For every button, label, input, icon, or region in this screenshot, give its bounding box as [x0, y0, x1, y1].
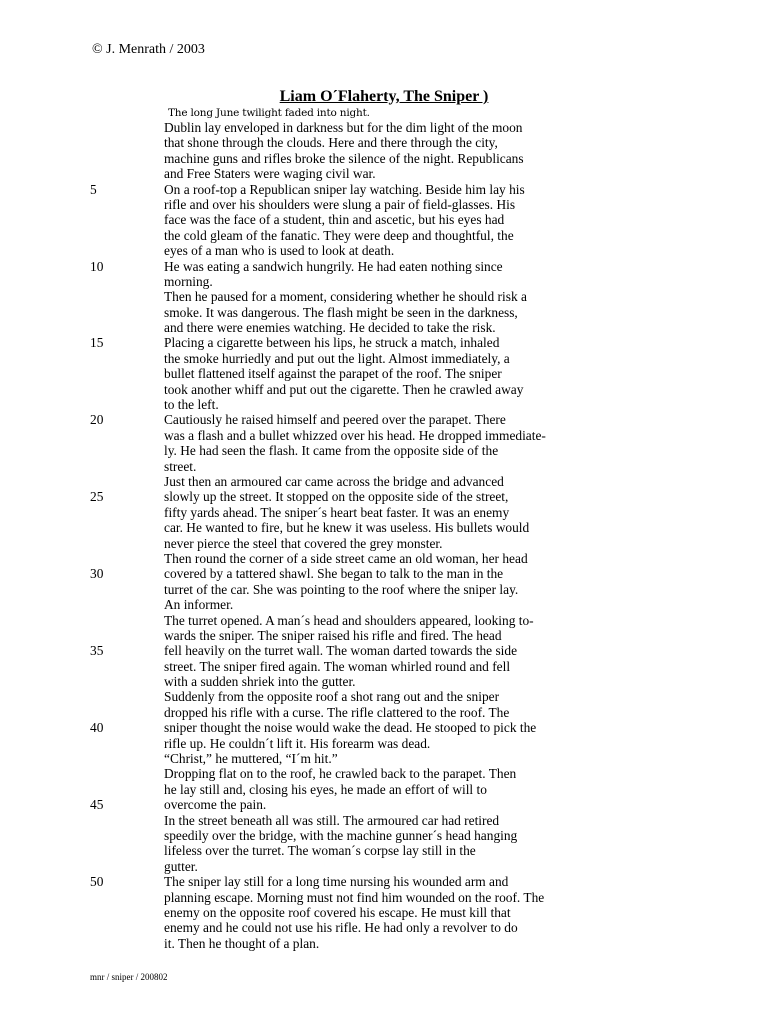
text-line	[0, 428, 768, 443]
text-line	[0, 582, 768, 597]
text-line	[0, 828, 768, 843]
line-text: rifle up. He couldn´t lift it. His forearm was dead.	[164, 735, 431, 751]
line-text: Placing a cigarette between his lips, he struck a match, inhaled	[164, 335, 500, 351]
line-number: 35	[90, 643, 104, 659]
text-line	[0, 813, 768, 828]
line-text: took another whiff and put out the cigarette. Then he crawled away	[164, 381, 524, 397]
text-line	[0, 135, 768, 150]
text-line	[0, 505, 768, 520]
text-line	[0, 212, 768, 227]
line-number: 45	[90, 797, 104, 813]
text-line	[0, 197, 768, 212]
text-line	[0, 720, 768, 735]
line-text: never pierce the steel that covered the grey monster.	[164, 535, 443, 551]
line-text: with a sudden shriek into the gutter.	[164, 674, 356, 690]
text-line	[0, 905, 768, 920]
line-text: planning escape. Morning must not find him wounded on the roof. The	[164, 889, 545, 905]
text-line	[0, 643, 768, 658]
text-line	[0, 474, 768, 489]
text-line	[0, 659, 768, 674]
line-number: 15	[90, 335, 104, 351]
line-text: The turret opened. A man´s head and shoulders appeared, looking to-	[164, 612, 534, 628]
line-text: sniper thought the noise would wake the dead. He stooped to pick the	[164, 720, 537, 736]
line-text: lifeless over the turret. The woman´s corpse lay still in the	[164, 843, 476, 859]
text-line	[0, 382, 768, 397]
line-text: it. Then he thought of a plan.	[164, 935, 320, 951]
text-line	[0, 890, 768, 905]
text-line	[0, 228, 768, 243]
text-line	[0, 335, 768, 350]
text-line	[0, 766, 768, 781]
text-line	[0, 874, 768, 889]
line-text: An informer.	[164, 597, 234, 613]
line-text: Dublin lay enveloped in darkness but for the dim light of the moon	[164, 120, 523, 135]
text-line	[0, 628, 768, 643]
text-line	[0, 859, 768, 874]
line-number: 5	[90, 181, 97, 197]
text-line	[0, 259, 768, 274]
text-line	[0, 843, 768, 858]
text-line	[0, 289, 768, 304]
line-text: “Christ,” he muttered, “I´m hit.”	[164, 751, 338, 767]
line-text: bullet flattened itself against the parapet of the roof. The sniper	[164, 366, 502, 382]
line-number: 40	[90, 720, 104, 736]
line-text: dropped his rifle with a curse. The rifle clattered to the roof. The	[164, 704, 510, 720]
text-line	[0, 797, 768, 812]
line-text: was a flash and a bullet whizzed over his head. He dropped immediate-	[164, 427, 546, 443]
line-text: that shone through the clouds. Here and there through the city,	[164, 135, 498, 151]
subtitle-line: The long June twilight faded into night.	[168, 107, 370, 119]
text-line	[0, 182, 768, 197]
text-line	[0, 243, 768, 258]
text-line	[0, 536, 768, 551]
line-text: speedily over the bridge, with the machine gunner´s head hanging	[164, 827, 518, 843]
line-text: street. The sniper fired again. The woman whirled round and fell	[164, 658, 511, 674]
line-text: and there were enemies watching. He decided to take the risk.	[164, 320, 496, 336]
line-text: slowly up the street. It stopped on the opposite side of the street,	[164, 489, 509, 505]
line-text: Then he paused for a moment, considering whether he should risk a	[164, 289, 527, 305]
page-footer: mnr / sniper / 200802	[90, 972, 168, 982]
text-line	[0, 520, 768, 535]
line-text: He was eating a sandwich hungrily. He had eaten nothing since	[164, 258, 503, 274]
line-text: enemy on the opposite roof covered his escape. He must kill that	[164, 904, 511, 920]
text-line	[0, 120, 768, 135]
text-line	[0, 597, 768, 612]
line-text: and Free Staters were waging civil war.	[164, 166, 376, 182]
line-text: morning.	[164, 273, 213, 289]
line-text: street.	[164, 458, 197, 474]
text-line	[0, 305, 768, 320]
text-line	[0, 459, 768, 474]
text-line	[0, 151, 768, 166]
line-number: 50	[90, 874, 104, 890]
text-line	[0, 689, 768, 704]
line-text: gutter.	[164, 858, 198, 874]
line-text: fell heavily on the turret wall. The woman darted towards the side	[164, 643, 518, 659]
line-text: wards the sniper. The sniper raised his rifle and fired. The head	[164, 627, 502, 643]
text-line	[0, 443, 768, 458]
text-line	[0, 351, 768, 366]
title-text: Liam O´Flaherty, The Sniper )	[279, 88, 489, 105]
text-line	[0, 705, 768, 720]
line-text: face was the face of a student, thin and ascetic, but his eyes had	[164, 212, 505, 228]
text-line	[0, 366, 768, 381]
line-text: smoke. It was dangerous. The flash might be seen in the darkness,	[164, 304, 518, 320]
line-number: 30	[90, 566, 104, 582]
text-line	[0, 166, 768, 181]
line-text: On a roof-top a Republican sniper lay watching. Beside him lay his	[164, 181, 525, 197]
text-line	[0, 274, 768, 289]
text-line	[0, 674, 768, 689]
line-text: In the street beneath all was still. The armoured car had retired	[164, 812, 500, 828]
text-line	[0, 320, 768, 335]
text-line	[0, 551, 768, 566]
line-text: he lay still and, closing his eyes, he made an effort of will to	[164, 781, 487, 797]
line-text: the cold gleam of the fanatic. They were deep and thoughtful, the	[164, 227, 514, 243]
line-text: enemy and he could not use his rifle. He had only a revolver to do	[164, 920, 518, 936]
line-number: 10	[90, 258, 104, 274]
line-text: Cautiously he raised himself and peered over the parapet. There	[164, 412, 506, 428]
text-line	[0, 751, 768, 766]
text-line	[0, 613, 768, 628]
line-text: covered by a tattered shawl. She began to talk to the man in the	[164, 566, 504, 582]
line-number: 20	[90, 412, 104, 428]
text-line	[0, 489, 768, 504]
line-text: Dropping flat on to the roof, he crawled back to the parapet. Then	[164, 766, 517, 782]
line-text: Suddenly from the opposite roof a shot rang out and the sniper	[164, 689, 500, 705]
line-text: ly. He had seen the flash. It came from the opposite side of the	[164, 443, 499, 459]
text-line	[0, 736, 768, 751]
story-text	[0, 120, 768, 951]
line-text: Just then an armoured car came across the bridge and advanced	[164, 473, 504, 489]
line-text: to the left.	[164, 397, 219, 413]
line-text: the smoke hurriedly and put out the light. Almost immediately, a	[164, 350, 510, 366]
text-line	[0, 397, 768, 412]
line-text: turret of the car. She was pointing to the roof where the sniper lay.	[164, 581, 519, 597]
text-line	[0, 782, 768, 797]
text-line	[0, 920, 768, 935]
line-text: eyes of a man who is used to look at death.	[164, 243, 395, 259]
copyright-notice: © J. Menrath / 2003	[92, 42, 205, 57]
text-line	[0, 936, 768, 951]
line-text: fifty yards ahead. The sniper´s heart beat faster. It was an enemy	[164, 504, 510, 520]
page-title	[0, 88, 768, 106]
text-line	[0, 566, 768, 581]
line-text: rifle and over his shoulders were slung a pair of field-glasses. His	[164, 196, 516, 212]
line-text: overcome the pain.	[164, 797, 267, 813]
line-text: Then round the corner of a side street came an old woman, her head	[164, 550, 528, 566]
line-text: machine guns and rifles broke the silence of the night. Republicans	[164, 150, 524, 166]
text-line	[0, 412, 768, 427]
line-text: car. He wanted to fire, but he knew it was useless. His bullets would	[164, 520, 530, 536]
line-number: 25	[90, 489, 104, 505]
line-text: The sniper lay still for a long time nursing his wounded arm and	[164, 874, 509, 890]
